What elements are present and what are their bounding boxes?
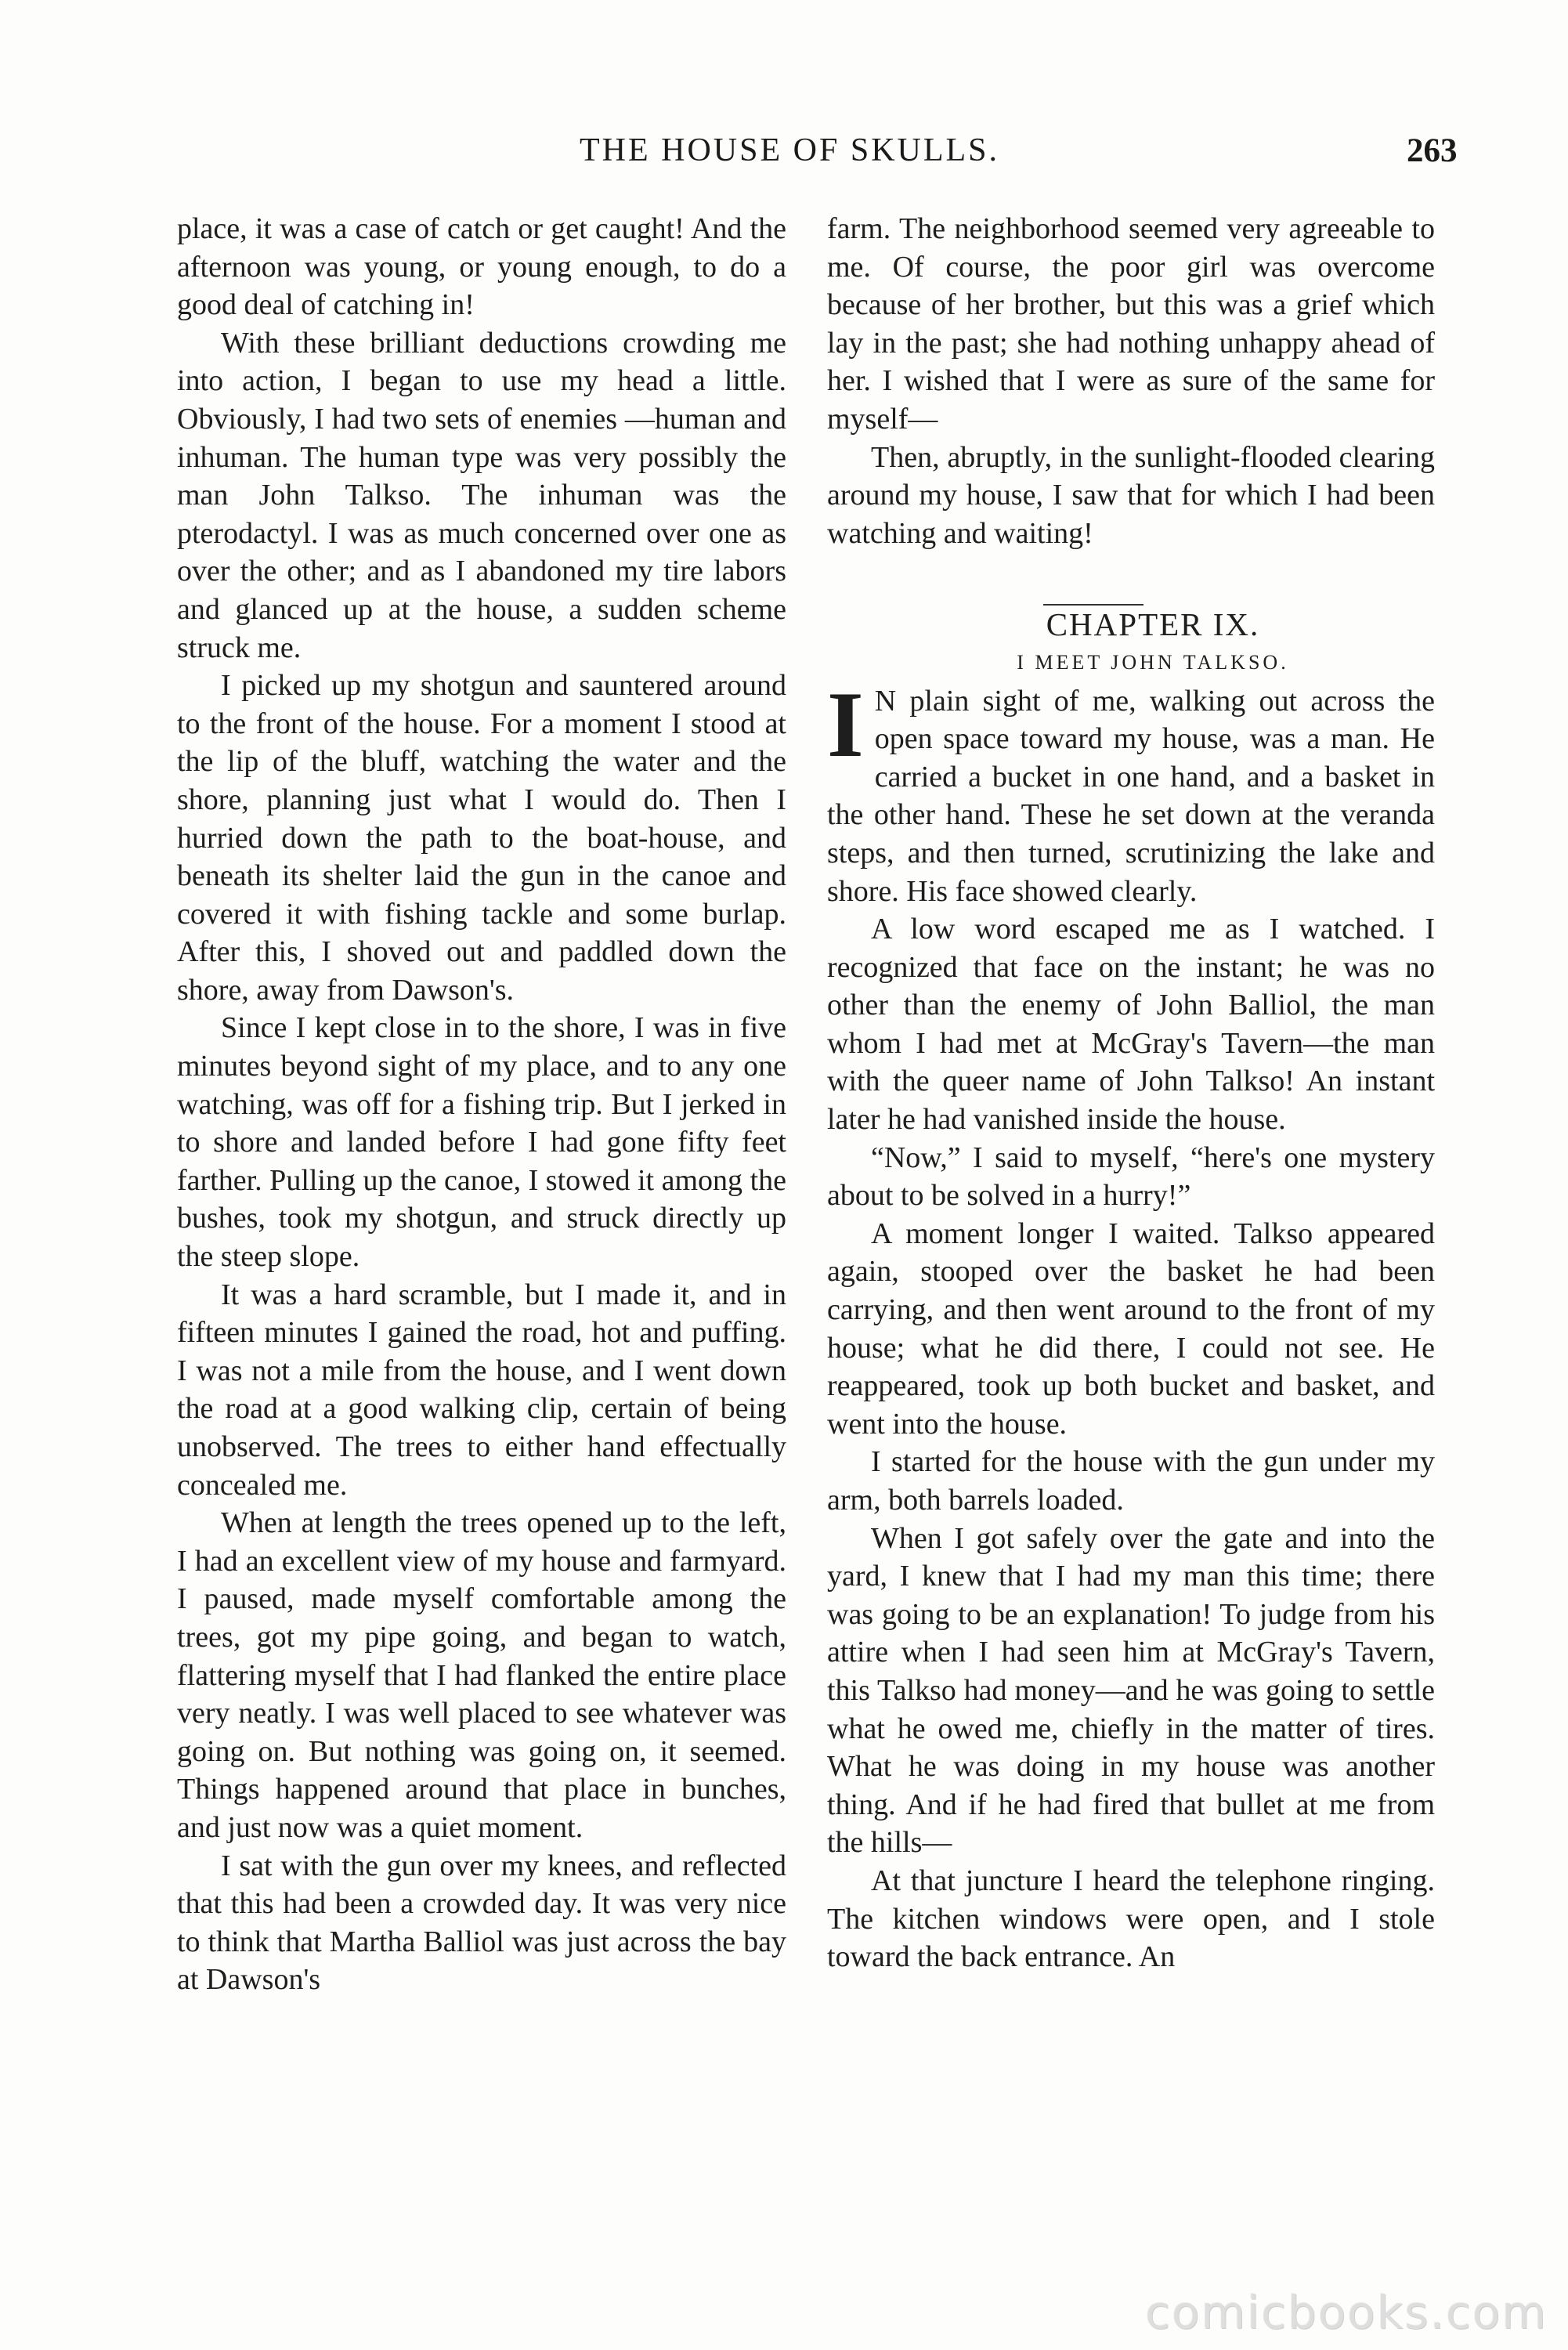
paragraph: A low word escaped me as I watched. I recognized that face on the instant; he was no other than the enemy of John Balliol, the man whom I had met at McGray's Tavern—the man with the queer name of John Talkso! An instant later he had vanished inside the house. [827,913,1435,1137]
left-column [177,210,786,1999]
chapter-subtitle: I MEET JOHN TALKSO. [1017,650,1289,674]
paragraph: “Now,” I said to myself, “here's one mystery about to be solved in a hurry!” [827,1141,1435,1213]
paragraph: A moment longer I waited. Talkso appeared again, stooped over the basket he had been carrying, and then went around to the front of my house; what he did there, I could not see. He reappeared, took up both bucket and basket, and went into the house. [827,1217,1435,1441]
paragraph: place, it was a case of catch or get caught! And the afternoon was young, or young enough, to do a good deal of catching in! [177,212,786,322]
paragraph: At that juncture I heard the telephone ringing. The kitchen windows were open, and I stole toward the back entrance. An [827,1864,1435,1974]
paragraph: I started for the house with the gun under my arm, both barrels loaded. [827,1445,1435,1517]
page-number: 263 [1407,132,1458,169]
section-divider [1043,604,1143,606]
paragraph: Then, abruptly, in the sunlight-flooded clearing around my house, I saw that for which I had been watching and waiting! [827,440,1435,550]
paragraph: Since I kept close in to the shore, I was in five minutes beyond sight of my place, and to any one watching, was off for a fishing trip. But I jerked in to shore and landed before I had gone fifty feet farther. Pulling up the canoe, I stowed it among the bushes, took my shotgun, and struck directly up the steep slope. [177,1011,786,1274]
opening-text: N plain sight of me, walking out across the open space toward my house, was a man. He carried a bucket in one hand, and a basket in the other hand. These he set down at the veranda steps, and then turned, scrutinizing the lake and shore. His face showed clearly. [827,684,1435,908]
paragraph: I sat with the gun over my knees, and reflected that this had been a crowded day. It was very nice to think that Martha Balliol was just across the bay at Dawson's [177,1849,786,1997]
paragraph: farm. The neighborhood seemed very agreeable to me. Of course, the poor girl was overcome because of her brother, but this was a grief which lay in the past; she had nothing unhappy ahead of her. I wished that I were as sure of the same for myself— [827,212,1435,436]
paragraph: When I got safely over the gate and into the yard, I knew that I had my man this time; there was going to be an explanation! To judge from his attire when I had seen him at McGray's Tavern, this Talkso had money—and he was going to settle what he owed me, chiefly in the matter of tires. What he was doing in my house was another thing. And if he had fired that bullet at me from the hills— [827,1521,1435,1860]
paragraph: With these brilliant deductions crowding me into action, I began to use my head a little. Obviously, I had two sets of enemies —human and inhuman. The human type was very possibly the man John Talkso. The inhuman was the pterodactyl. I was as much concerned over one as over the other; and as I abandoned my tire labors and glanced up at the house, a sudden scheme struck me. [177,326,786,664]
paragraph: I picked up my shotgun and sauntered around to the front of the house. For a moment I stood at the lip of the bluff, watching the water and the shore, planning just what I would do. Then I hurried down the path to the boat-house, and beneath its shelter laid the gun in the canoe and covered it with fishing tackle and some burlap. After this, I shoved out and paddled down the shore, away from Dawson's. [177,669,786,1007]
right-column [827,210,1435,1976]
drop-cap: I [827,671,864,776]
running-head: THE HOUSE OF SKULLS. [580,132,1000,168]
paragraph: It was a hard scramble, but I made it, and in fifteen minutes I gained the road, hot and puffing. I was not a mile from the house, and I went down the road at a good walking clip, certain of being unobserved. The trees to either hand effectually concealed me. [177,1278,786,1502]
paragraph: When at length the trees opened up to the left, I had an excellent view of my house and farmyard. I paused, made myself comfortable among the trees, got my pipe going, and began to watch, flattering myself that I had flanked the entire place very neatly. I was well placed to see whatever was going on. But nothing was going on, it seemed. Things happened around that place in bunches, and just now was a quiet moment. [177,1506,786,1844]
chapter-opening-paragraph [827,671,1435,911]
chapter-title: CHAPTER IX. [1046,606,1260,643]
watermark: comicbooks.com [1145,2286,1548,2339]
